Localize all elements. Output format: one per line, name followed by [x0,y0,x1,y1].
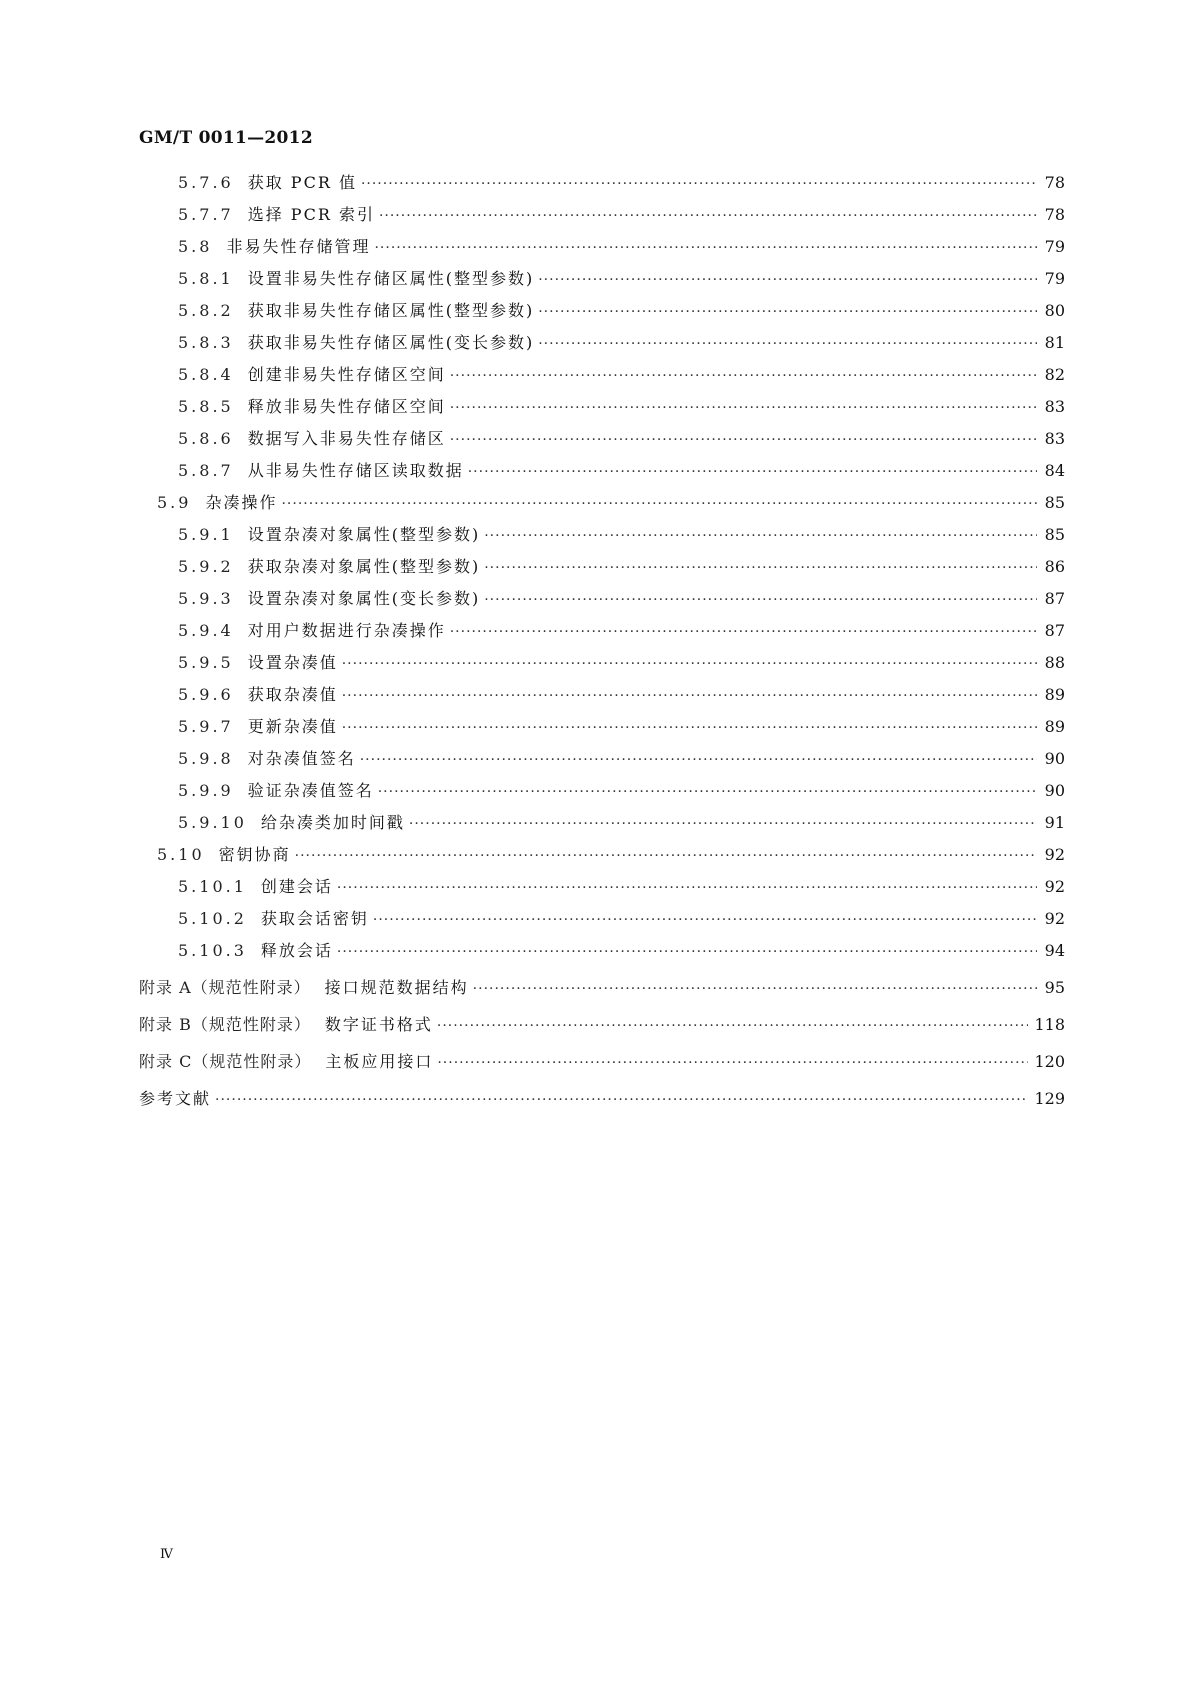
toc-entry-number: 5.8.7 [178,461,234,480]
toc-leader-dots [379,206,1037,226]
toc-entry[interactable] [178,461,1065,481]
toc-entry-page: 129 [1034,1089,1065,1108]
toc-entry-title: 非易失性存储管理 [226,237,371,256]
toc-entry-page: 83 [1044,429,1065,448]
toc-entry-page: 91 [1044,813,1065,832]
toc-entry-number: 5.9.7 [178,717,234,736]
toc-entry[interactable] [178,781,1065,801]
toc-entry-page: 90 [1044,781,1065,800]
toc-leader-dots [342,718,1037,738]
toc-entry-title: 接口规范数据结构 [324,978,469,997]
toc-entry[interactable] [157,845,1065,865]
toc-entry-page: 89 [1044,717,1065,736]
toc-entry-number: 附录 C（规范性附录） [139,1052,312,1071]
toc-entry-title: 创建非易失性存储区空间 [247,365,446,384]
toc-entry-page: 78 [1044,173,1065,192]
toc-entry[interactable] [178,525,1065,545]
page-number: Ⅳ [160,1547,173,1562]
toc-leader-dots [337,878,1037,898]
toc-entry[interactable] [178,333,1065,353]
toc-entry-number: 5.8.3 [178,333,234,352]
toc-entry-title: 主板应用接口 [325,1052,434,1071]
toc-entry[interactable] [178,909,1065,929]
toc-entry-page: 92 [1044,845,1065,864]
toc-leader-dots [484,558,1037,578]
toc-entry-number: 5.10.1 [178,877,247,896]
toc-entry[interactable] [178,589,1065,609]
toc-entry-number: 5.9.5 [178,653,234,672]
toc-entry[interactable] [178,301,1065,321]
toc-leader-dots [409,814,1037,834]
toc-entry[interactable] [178,173,1065,193]
toc-entry[interactable] [178,397,1065,417]
toc-entry-title: 获取非易失性存储区属性(整型参数) [247,301,535,320]
toc-entry[interactable] [178,941,1065,961]
toc-entry-title: 释放会话 [260,941,333,960]
toc-entry-title: 更新杂凑值 [247,717,338,736]
toc-entry-title: 数据写入非易失性存储区 [247,429,446,448]
toc-entry[interactable] [178,429,1065,449]
toc-entry-title: 给杂凑类加时间戳 [260,813,405,832]
toc-leader-dots [437,1053,1028,1073]
toc-entry-number: 5.8.5 [178,397,234,416]
toc-entry[interactable] [178,813,1065,833]
toc-entry-page: 82 [1044,365,1065,384]
toc-entry[interactable] [178,557,1065,577]
toc-entry-number: 5.7.6 [178,173,234,192]
toc-entry-title: 设置非易失性存储区属性(整型参数) [247,269,535,288]
toc-leader-dots [215,1090,1028,1110]
toc-entry-number: 5.8.6 [178,429,234,448]
toc-leader-dots [450,430,1037,450]
toc-entry[interactable] [178,269,1065,289]
toc-entry-number: 5.9.1 [178,525,234,544]
toc-entry-title: 杂凑操作 [205,493,278,512]
toc-entry-number: 5.8.1 [178,269,234,288]
toc-entry-title: 设置杂凑值 [247,653,338,672]
toc-entry-number: 附录 B（规范性附录） [139,1015,311,1034]
toc-entry-number: 5.9.2 [178,557,234,576]
toc-entry[interactable] [178,749,1065,769]
toc-entry-number: 5.8.2 [178,301,234,320]
toc-entry[interactable] [178,205,1065,225]
toc-entry-title: 获取非易失性存储区属性(变长参数) [247,333,535,352]
toc-leader-dots [374,238,1037,258]
toc-leader-dots [484,590,1037,610]
toc-entry-title: 密钥协商 [218,845,291,864]
toc-entry-page: 120 [1034,1052,1065,1071]
toc-entry-title: 对用户数据进行杂凑操作 [247,621,446,640]
toc-leader-dots [437,1016,1029,1036]
toc-appendix-entry[interactable] [139,1015,1065,1035]
toc-entry-number: 附录 A（规范性附录） [139,978,311,997]
toc-entry-title: 设置杂凑对象属性(整型参数) [247,525,481,544]
toc-references-entry[interactable] [139,1089,1065,1109]
toc-entry-title: 获取 PCR 值 [247,173,357,192]
toc-leader-dots [450,366,1037,386]
toc-entry-title: 参考文献 [139,1089,212,1108]
toc-entry-page: 90 [1044,749,1065,768]
toc-leader-dots [538,302,1037,322]
toc-entry-title: 验证杂凑值签名 [247,781,374,800]
toc-leader-dots [450,622,1037,642]
toc-leader-dots [538,334,1037,354]
toc-entry-page: 92 [1044,877,1065,896]
toc-entry-number: 5.10.3 [178,941,247,960]
toc-entry-title: 获取会话密钥 [260,909,369,928]
toc-leader-dots [378,782,1037,802]
toc-entry-title: 对杂凑值签名 [247,749,356,768]
toc-leader-dots [295,846,1037,866]
toc-leader-dots [342,686,1037,706]
toc-entry[interactable] [178,877,1065,897]
toc-entry-page: 118 [1034,1015,1065,1034]
toc-appendix-entry[interactable] [139,1052,1065,1072]
document-id: GM/T 0011—2012 [139,128,313,148]
toc-entry-number: 5.8 [178,237,213,256]
toc-entry-page: 85 [1044,493,1065,512]
toc-entry-page: 86 [1044,557,1065,576]
toc-leader-dots [373,910,1037,930]
toc-entry-number: 5.9.6 [178,685,234,704]
toc-entry-page: 95 [1044,978,1065,997]
toc-entry[interactable] [178,717,1065,737]
toc-entry-title: 获取杂凑值 [247,685,338,704]
toc-entry[interactable] [178,653,1065,673]
toc-leader-dots [360,750,1037,770]
toc-leader-dots [342,654,1037,674]
toc-leader-dots [450,398,1037,418]
toc-entry-number: 5.9.10 [178,813,247,832]
toc-entry-number: 5.9 [157,493,192,512]
toc-leader-dots [337,942,1037,962]
toc-entry[interactable] [178,621,1065,641]
toc-entry-title: 数字证书格式 [324,1015,433,1034]
toc-leader-dots [281,494,1037,514]
toc-leader-dots [538,270,1037,290]
toc-entry-page: 88 [1044,653,1065,672]
toc-entry-page: 89 [1044,685,1065,704]
toc-entry-page: 81 [1044,333,1065,352]
toc-appendix-entry[interactable] [139,978,1065,998]
toc-entry-page: 83 [1044,397,1065,416]
toc-entry-number: 5.10 [157,845,205,864]
toc-entry[interactable] [178,685,1065,705]
toc-entry-page: 92 [1044,909,1065,928]
toc-entry-title: 释放非易失性存储区空间 [247,397,446,416]
toc-entry-title: 从非易失性存储区读取数据 [247,461,464,480]
toc-entry-title: 设置杂凑对象属性(变长参数) [247,589,481,608]
toc-entry-number: 5.9.3 [178,589,234,608]
toc-entry-page: 78 [1044,205,1065,224]
toc-entry-page: 87 [1044,589,1065,608]
toc-entry-page: 79 [1044,269,1065,288]
toc-entry-number: 5.9.9 [178,781,234,800]
toc-entry-number: 5.9.8 [178,749,234,768]
toc-entry-title: 选择 PCR 索引 [247,205,375,224]
toc-entry[interactable] [178,365,1065,385]
toc-leader-dots [361,174,1037,194]
toc-entry-page: 85 [1044,525,1065,544]
toc-leader-dots [473,979,1037,999]
toc-entry-number: 5.8.4 [178,365,234,384]
toc-entry-number: 5.7.7 [178,205,234,224]
toc-entry-page: 94 [1044,941,1065,960]
toc-entry-title: 获取杂凑对象属性(整型参数) [247,557,481,576]
toc-entry-page: 87 [1044,621,1065,640]
toc-entry-number: 5.9.4 [178,621,234,640]
toc-entry-number: 5.10.2 [178,909,247,928]
toc-leader-dots [468,462,1037,482]
toc-entry-page: 79 [1044,237,1065,256]
toc-entry-title: 创建会话 [260,877,333,896]
toc-entry[interactable] [178,237,1065,257]
toc-entry[interactable] [157,493,1065,513]
toc-entry-page: 84 [1044,461,1065,480]
toc-entry-page: 80 [1044,301,1065,320]
toc-leader-dots [484,526,1037,546]
